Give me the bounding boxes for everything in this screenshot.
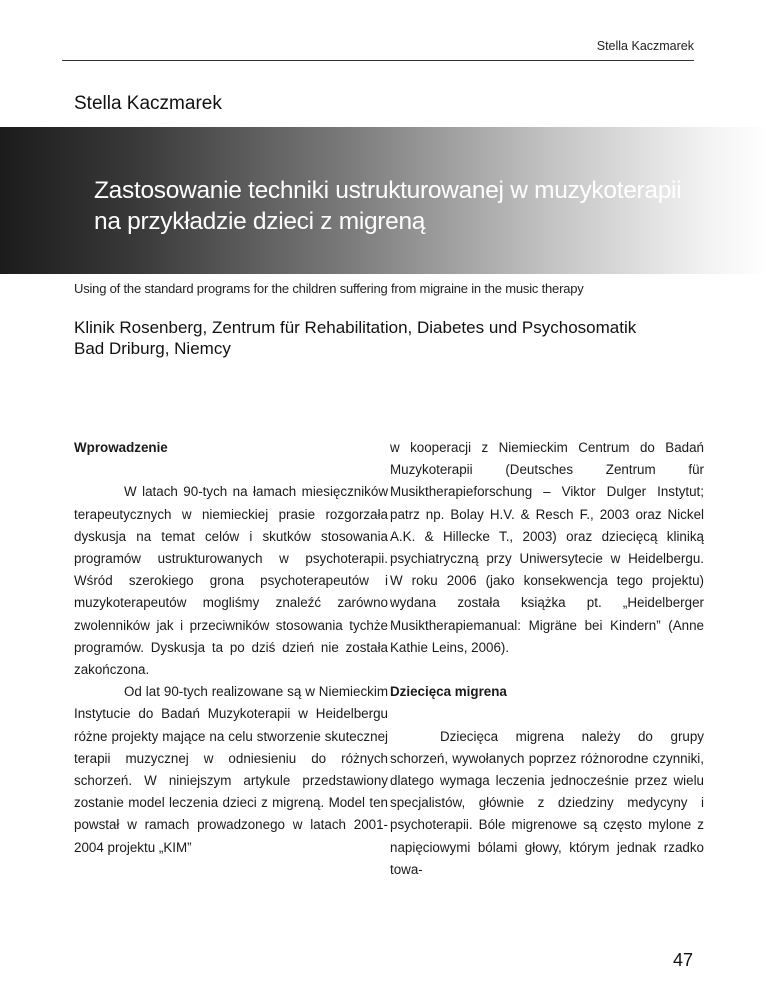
intro-paragraph-1: W latach 90-tych na łamach miesięczników terapeutycznych w niemieckiej prasie rozgorzała dyskusja na temat celów i skutków stosowania programów ustrukturowanych w psychoterapii. Wśród szerokiego grona psychoterapeutów i muzykoterapeutów mogliśmy znaleźć zarówno zwolenników jak i przeciwników stosowania tychże programów. Dyskusja ta po dziś dzień nie została zakończona.	[74, 484, 388, 678]
affiliation-line-1: Klinik Rosenberg, Zentrum für Rehabilitation, Diabetes und Psychosomatik	[74, 318, 637, 337]
migraine-paragraph-1: Dziecięca migrena należy do grupy schorzeń, wywołanych poprzez różnorodne czynniki, dlatego wymaga leczenia jednocześnie przez wielu specjalistów, głównie z dziedziny medycyny i psychoterapii. Bóle migrenowe są często mylone z napięciowymi bólami głowy, którym jednak rzadko towa-	[390, 728, 704, 877]
section-heading-childhood-migraine: Dziecięca migrena	[390, 684, 507, 700]
section-heading-introduction: Wprowadzenie	[74, 440, 168, 455]
running-head: Stella Kaczmarek	[596, 39, 694, 53]
intro-paragraph-2: Od lat 90-tych realizowane są w Niemieckim Instytucie do Badań Muzykoterapii w Heidelbergu różne projekty mające na celu stworzenie skutecznej terapii muzycznej w odniesieniu do różnych schorzeń. W niniejszym artykule przedstawiony zostanie model leczenia dzieci z migreną. Model ten powstał w ramach prowadzonego w latach 2001-2004 projektu „KIM”	[74, 684, 388, 855]
article-title-line-2: na przykładzie dzieci z migreną	[94, 208, 426, 235]
english-subtitle: Using of the standard programs for the children suffering from migraine in the music therapy	[74, 281, 584, 296]
intro-paragraph-2-continued: w kooperacji z Niemieckim Centrum do Badań Muzykoterapii (Deutsches Zentrum für Musiktherapieforschung – Viktor Dulger Instytut; patrz np. Bolay H.V. & Resch F., 2003 oraz Nickel A.K. & Hillecke T., 2003) oraz dziecięcą kliniką psychiatryczną przy Uniwersytecie w Heidelbergu. W roku 2006 (jako konsekwencja tego projektu) wydana została książka pt. „Heidelberger Musiktherapiemanual: Migräne bei Kindern” (Anne Kathie Leins, 2006).	[390, 440, 704, 655]
author-name: Stella Kaczmarek	[74, 93, 222, 114]
page-number: 47	[672, 950, 693, 970]
article-title	[94, 175, 734, 237]
article-title-line-1: Zastosowanie techniki ustrukturowanej w muzykoterapii	[94, 177, 682, 204]
left-column	[74, 437, 388, 859]
header-rule	[62, 60, 694, 61]
affiliation	[74, 317, 714, 359]
right-column	[390, 437, 704, 881]
affiliation-line-2: Bad Driburg, Niemcy	[74, 339, 231, 358]
title-banner	[0, 127, 768, 274]
